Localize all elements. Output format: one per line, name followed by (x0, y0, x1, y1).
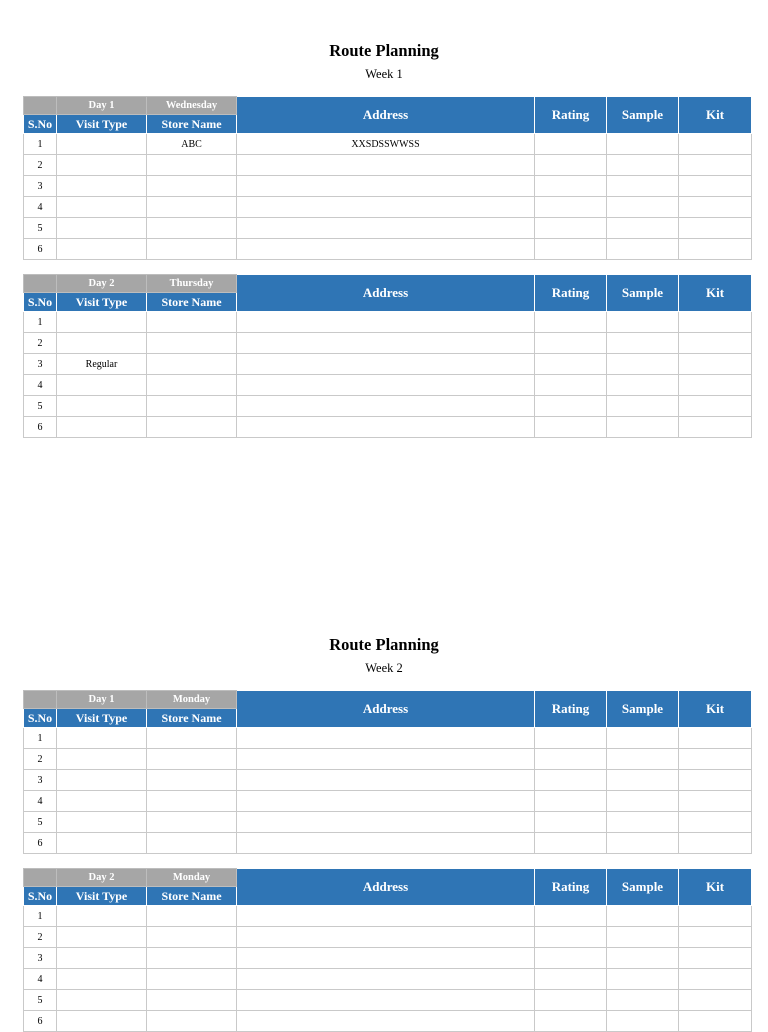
sno-header-spacer (24, 691, 57, 709)
visit-type-cell (57, 812, 147, 833)
sno-cell: 6 (24, 833, 57, 854)
sno-cell: 1 (24, 728, 57, 749)
table-row (24, 155, 752, 176)
store-name-cell (147, 906, 237, 927)
store-name-cell (147, 239, 237, 260)
rating-cell (535, 396, 607, 417)
address-cell (237, 948, 535, 969)
sample-cell (607, 833, 679, 854)
address-header: Address (237, 869, 535, 906)
table-row (24, 906, 752, 927)
visit-type-cell (57, 218, 147, 239)
table-row (24, 375, 752, 396)
kit-cell (679, 927, 752, 948)
sample-cell (607, 155, 679, 176)
sample-cell (607, 417, 679, 438)
sample-cell (607, 749, 679, 770)
kit-cell (679, 1011, 752, 1032)
rating-header: Rating (535, 691, 607, 728)
rating-cell (535, 990, 607, 1011)
page-title: Route Planning (329, 41, 439, 60)
sno-cell: 1 (24, 312, 57, 333)
sample-cell (607, 728, 679, 749)
table-row (24, 833, 752, 854)
day-label: Day 1 (57, 97, 147, 115)
sample-cell (607, 791, 679, 812)
visit-type-cell (57, 155, 147, 176)
week-label: Week 1 (365, 67, 403, 81)
store-name-cell (147, 833, 237, 854)
visit-type-cell (57, 1011, 147, 1032)
table-row (24, 812, 752, 833)
sample-cell (607, 969, 679, 990)
table-row (24, 396, 752, 417)
kit-cell (679, 948, 752, 969)
rating-header: Rating (535, 97, 607, 134)
sno-cell: 5 (24, 396, 57, 417)
rating-cell (535, 906, 607, 927)
kit-cell (679, 417, 752, 438)
rating-cell (535, 969, 607, 990)
sno-cell: 2 (24, 749, 57, 770)
store-name-cell (147, 948, 237, 969)
store-name-cell (147, 969, 237, 990)
table-row (24, 197, 752, 218)
sample-cell (607, 1011, 679, 1032)
store-name-header: Store Name (147, 709, 237, 728)
rating-cell (535, 155, 607, 176)
sample-cell (607, 312, 679, 333)
address-cell (237, 927, 535, 948)
sno-cell: 2 (24, 155, 57, 176)
table-row (24, 770, 752, 791)
table-row (24, 948, 752, 969)
store-name-cell (147, 396, 237, 417)
visit-type-cell (57, 417, 147, 438)
table-row (24, 239, 752, 260)
visit-type-cell (57, 749, 147, 770)
store-name-cell (147, 417, 237, 438)
sample-cell (607, 333, 679, 354)
sno-cell: 4 (24, 375, 57, 396)
sno-cell: 2 (24, 333, 57, 354)
address-cell (237, 239, 535, 260)
route-table (23, 96, 752, 260)
sno-header-spacer (24, 869, 57, 887)
sno-cell: 3 (24, 354, 57, 375)
kit-cell (679, 728, 752, 749)
store-name-cell (147, 176, 237, 197)
address-cell (237, 375, 535, 396)
sno-cell: 5 (24, 218, 57, 239)
table-row (24, 134, 752, 155)
kit-cell (679, 375, 752, 396)
table-row (24, 312, 752, 333)
sample-cell (607, 948, 679, 969)
kit-cell (679, 197, 752, 218)
store-name-cell (147, 155, 237, 176)
sample-cell (607, 197, 679, 218)
visit-type-cell (57, 791, 147, 812)
sno-cell: 4 (24, 791, 57, 812)
rating-cell (535, 749, 607, 770)
rating-cell (535, 927, 607, 948)
store-name-cell (147, 1011, 237, 1032)
address-header: Address (237, 97, 535, 134)
store-name-cell (147, 218, 237, 239)
weekday-label: Monday (147, 869, 237, 887)
sample-cell (607, 176, 679, 197)
table-row (24, 1011, 752, 1032)
sample-cell (607, 906, 679, 927)
kit-cell (679, 218, 752, 239)
day-label: Day 2 (57, 275, 147, 293)
sample-header: Sample (607, 869, 679, 906)
store-name-cell (147, 728, 237, 749)
store-name-header: Store Name (147, 293, 237, 312)
rating-cell (535, 239, 607, 260)
address-cell (237, 969, 535, 990)
store-name-cell (147, 770, 237, 791)
rating-cell (535, 417, 607, 438)
address-cell (237, 812, 535, 833)
address-header: Address (237, 691, 535, 728)
visit-type-header: Visit Type (57, 115, 147, 134)
store-name-cell (147, 197, 237, 218)
store-name-cell (147, 927, 237, 948)
rating-cell (535, 176, 607, 197)
kit-cell (679, 812, 752, 833)
kit-cell (679, 833, 752, 854)
address-cell (237, 906, 535, 927)
visit-type-cell (57, 176, 147, 197)
address-cell (237, 417, 535, 438)
sno-cell: 4 (24, 197, 57, 218)
rating-cell (535, 791, 607, 812)
store-name-cell (147, 375, 237, 396)
visit-type-cell (57, 396, 147, 417)
sno-cell: 3 (24, 770, 57, 791)
kit-cell (679, 906, 752, 927)
visit-type-cell (57, 948, 147, 969)
store-name-header: Store Name (147, 115, 237, 134)
address-cell (237, 155, 535, 176)
store-name-cell (147, 333, 237, 354)
sno-cell: 4 (24, 969, 57, 990)
sample-cell (607, 990, 679, 1011)
table-row (24, 176, 752, 197)
rating-cell (535, 1011, 607, 1032)
sample-cell (607, 134, 679, 155)
address-cell (237, 833, 535, 854)
kit-cell (679, 155, 752, 176)
rating-cell (535, 770, 607, 791)
sno-cell: 1 (24, 134, 57, 155)
rating-cell (535, 197, 607, 218)
rating-cell (535, 218, 607, 239)
visit-type-cell (57, 833, 147, 854)
visit-type-cell: Regular (57, 354, 147, 375)
store-name-cell: ABC (147, 134, 237, 155)
day-label: Day 1 (57, 691, 147, 709)
store-name-cell (147, 812, 237, 833)
sno-cell: 3 (24, 948, 57, 969)
address-cell (237, 333, 535, 354)
address-cell (237, 990, 535, 1011)
rating-cell (535, 312, 607, 333)
route-table (23, 690, 752, 854)
weekday-label: Monday (147, 691, 237, 709)
address-cell (237, 197, 535, 218)
sample-header: Sample (607, 97, 679, 134)
sample-cell (607, 812, 679, 833)
sample-cell (607, 770, 679, 791)
sno-header: S.No (24, 887, 57, 906)
rating-cell (535, 728, 607, 749)
store-name-header: Store Name (147, 887, 237, 906)
sample-header: Sample (607, 275, 679, 312)
route-table (23, 868, 752, 1032)
address-cell (237, 312, 535, 333)
sample-cell (607, 396, 679, 417)
store-name-cell (147, 312, 237, 333)
visit-type-header: Visit Type (57, 709, 147, 728)
store-name-cell (147, 749, 237, 770)
rating-header: Rating (535, 869, 607, 906)
visit-type-header: Visit Type (57, 887, 147, 906)
kit-cell (679, 770, 752, 791)
visit-type-cell (57, 239, 147, 260)
table-row (24, 728, 752, 749)
kit-cell (679, 239, 752, 260)
store-name-cell (147, 791, 237, 812)
day-label: Day 2 (57, 869, 147, 887)
address-cell (237, 396, 535, 417)
kit-header: Kit (679, 275, 752, 312)
sample-header: Sample (607, 691, 679, 728)
visit-type-cell (57, 312, 147, 333)
visit-type-cell (57, 906, 147, 927)
page-title: Route Planning (329, 635, 439, 654)
table-row (24, 969, 752, 990)
table-row (24, 990, 752, 1011)
kit-cell (679, 134, 752, 155)
sample-cell (607, 927, 679, 948)
sample-cell (607, 354, 679, 375)
rating-cell (535, 333, 607, 354)
visit-type-cell (57, 990, 147, 1011)
table-row (24, 749, 752, 770)
table-row (24, 218, 752, 239)
rating-cell (535, 375, 607, 396)
sno-cell: 5 (24, 812, 57, 833)
visit-type-cell (57, 728, 147, 749)
sno-header: S.No (24, 709, 57, 728)
address-cell (237, 1011, 535, 1032)
sno-cell: 6 (24, 417, 57, 438)
address-cell (237, 728, 535, 749)
sno-cell: 6 (24, 1011, 57, 1032)
table-row (24, 417, 752, 438)
address-cell (237, 218, 535, 239)
visit-type-cell (57, 134, 147, 155)
sno-header-spacer (24, 275, 57, 293)
visit-type-cell (57, 375, 147, 396)
weekday-label: Wednesday (147, 97, 237, 115)
kit-cell (679, 176, 752, 197)
table-row (24, 333, 752, 354)
rating-cell (535, 354, 607, 375)
kit-cell (679, 354, 752, 375)
kit-cell (679, 749, 752, 770)
address-cell (237, 791, 535, 812)
table-row (24, 354, 752, 375)
kit-cell (679, 396, 752, 417)
kit-cell (679, 969, 752, 990)
rating-cell (535, 812, 607, 833)
sample-cell (607, 375, 679, 396)
visit-type-cell (57, 333, 147, 354)
rating-header: Rating (535, 275, 607, 312)
kit-header: Kit (679, 97, 752, 134)
kit-cell (679, 791, 752, 812)
kit-header: Kit (679, 869, 752, 906)
address-cell (237, 354, 535, 375)
visit-type-cell (57, 927, 147, 948)
sno-cell: 3 (24, 176, 57, 197)
sno-header: S.No (24, 115, 57, 134)
address-cell: XXSDSSWWSS (237, 134, 535, 155)
visit-type-cell (57, 969, 147, 990)
table-row (24, 791, 752, 812)
sno-cell: 1 (24, 906, 57, 927)
kit-cell (679, 312, 752, 333)
rating-cell (535, 948, 607, 969)
address-header: Address (237, 275, 535, 312)
sno-cell: 5 (24, 990, 57, 1011)
week-label: Week 2 (365, 661, 403, 675)
weekday-label: Thursday (147, 275, 237, 293)
address-cell (237, 749, 535, 770)
sample-cell (607, 239, 679, 260)
kit-header: Kit (679, 691, 752, 728)
sample-cell (607, 218, 679, 239)
route-table (23, 274, 752, 438)
store-name-cell (147, 354, 237, 375)
visit-type-cell (57, 770, 147, 791)
rating-cell (535, 833, 607, 854)
kit-cell (679, 333, 752, 354)
address-cell (237, 176, 535, 197)
sno-header: S.No (24, 293, 57, 312)
store-name-cell (147, 990, 237, 1011)
visit-type-cell (57, 197, 147, 218)
sno-header-spacer (24, 97, 57, 115)
rating-cell (535, 134, 607, 155)
sno-cell: 6 (24, 239, 57, 260)
table-row (24, 927, 752, 948)
sno-cell: 2 (24, 927, 57, 948)
address-cell (237, 770, 535, 791)
kit-cell (679, 990, 752, 1011)
visit-type-header: Visit Type (57, 293, 147, 312)
